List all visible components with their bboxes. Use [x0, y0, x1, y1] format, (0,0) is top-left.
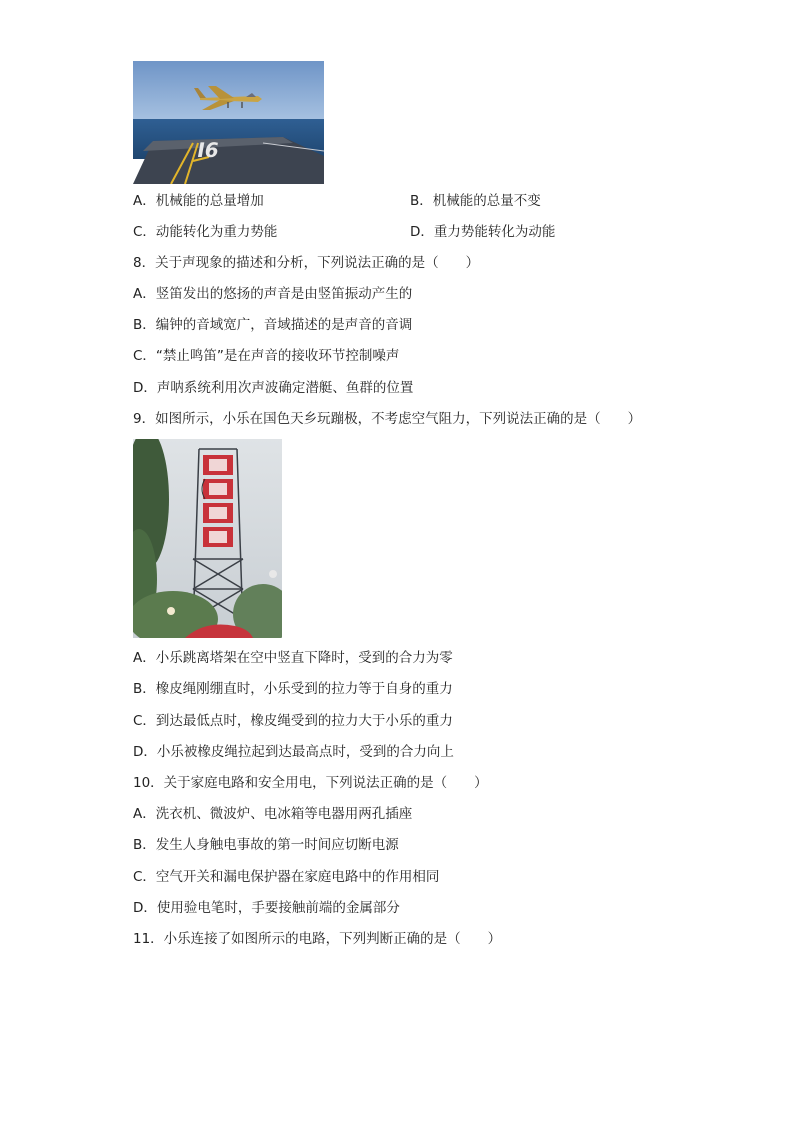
q9-option-a: A．小乐跳离塔架在空中竖直下降时，受到的合力为零: [133, 650, 453, 666]
q7-option-c: C．动能转化为重力势能: [133, 224, 278, 240]
q9-stem: 9．如图所示，小乐在国色天乡玩蹦极，不考虑空气阻力，下列说法正确的是（ ）: [133, 411, 642, 427]
q8-option-d: D．声呐系统利用次声波确定潜艇、鱼群的位置: [133, 380, 414, 396]
q7-option-a: A．机械能的总量增加: [133, 193, 264, 209]
q9-option-b: B．橡皮绳刚绷直时，小乐受到的拉力等于自身的重力: [133, 681, 453, 697]
q11-stem: 11．小乐连接了如图所示的电路，下列判断正确的是（ ）: [133, 931, 502, 947]
q10-stem: 10．关于家庭电路和安全用电，下列说法正确的是（ ）: [133, 775, 488, 791]
q10-option-b: B．发生人身触电事故的第一时间应切断电源: [133, 837, 399, 853]
svg-text:I6: I6: [195, 138, 221, 162]
q10-option-a: A．洗衣机、微波炉、电冰箱等电器用两孔插座: [133, 806, 413, 822]
q9-option-d: D．小乐被橡皮绳拉起到达最高点时，受到的合力向上: [133, 744, 454, 760]
q8-option-a: A．竖笛发出的悠扬的声音是由竖笛振动产生的: [133, 286, 413, 302]
q9-option-c: C．到达最低点时，橡皮绳受到的拉力大于小乐的重力: [133, 713, 453, 729]
q8-stem: 8．关于声现象的描述和分析，下列说法正确的是（ ）: [133, 255, 480, 271]
q8-option-c: C．“禁止鸣笛”是在声音的接收环节控制噪声: [133, 348, 400, 364]
q10-option-d: D．使用验电笔时，手要接触前端的金属部分: [133, 900, 400, 916]
q7-option-b: B．机械能的总量不变: [410, 193, 541, 209]
bungee-tower-figure: [133, 439, 282, 638]
q7-option-d: D．重力势能转化为动能: [410, 224, 556, 240]
q8-option-b: B．编钟的音域宽广，音域描述的是声音的音调: [133, 317, 413, 333]
carrier-jet-figure: [133, 61, 324, 184]
q10-option-c: C．空气开关和漏电保护器在家庭电路中的作用相同: [133, 869, 440, 885]
